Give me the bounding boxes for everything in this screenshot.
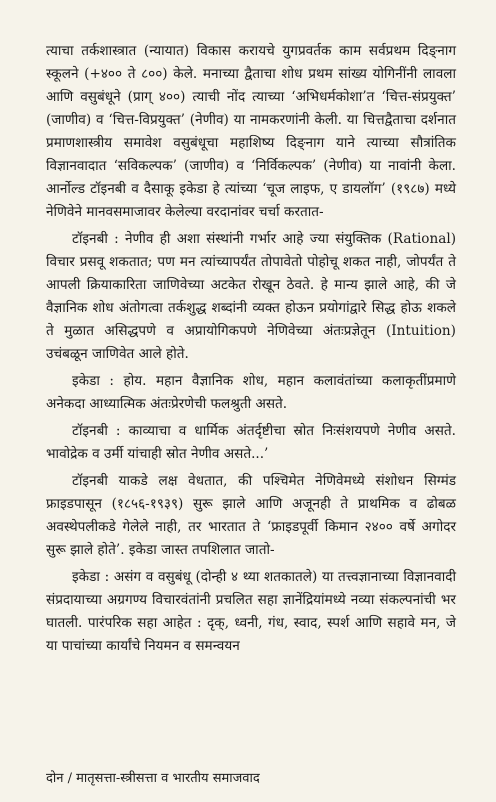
paragraph-toynbee-poetry: टॉइनबी : काव्याचा व धार्मिक अंतर्दृष्टीचा स्रोत निःसंशयपणे नेणीव असते. भावोद्रेक व उर्मी यांचाही स्रोत नेणीव असते...’ <box>46 423 456 462</box>
page-body <box>46 40 456 760</box>
paragraph-ikeda-senses: इकेडा : असंग व वसुबंधू (दोन्ही ४ थ्या शतकातले) या तत्त्वज्ञानाच्या विज्ञानवादी संप्रदायाच्या अग्रगण्य विचारवंतांनी प्रचलित सहा ज्ञानेंद्रियांमध्ये नव्या संकल्पनांची भर घातली. पारंपरिक सहा आहेत : दृक्, ध्वनी, गंध, स्वाद, स्पर्श आणि सहावे मन, जे या पाचांच्या कार्यांचे नियमन व समन्वयन <box>46 569 456 654</box>
paragraph-dignaga-dualism: त्याचा तर्कशास्त्रात (न्यायात) विकास करायचे युगप्रवर्तक काम सर्वप्रथम दिङ्नाग स्कूलने (+४०० ते ८००) केले. मनाच्या द्वैताचा शोध प्रथम सांख्य योगिनींनी लावला आणि वसुबंधूने (प्राग् ४००) त्याची नोंद त्याच्या ‘अभिधर्मकोशा’त ‘चित्त-संप्रयुक्त’ (जाणीव) व ‘चित्त-विप्रयुक्त’ (नेणीव) या नामकरणांनी केली. या चित्तद्वैताचा दर्शनात प्रमाणशास्त्रीय समावेश वसुबंधूचा महाशिष्य दिङ्नाग याने त्याच्या सौत्रांतिक विज्ञानवादात ‘सविकल्पक’ (जाणीव) व ‘निर्विकल्पक’ (नेणीव) या नावांनी केला. आर्नोल्ड टॉइनबी व दैसाकू इकेडा हे त्यांच्या ‘चूज लाइफ, ए डायलॉग’ (१९८७) मध्ये नेणिवेने मानवसमाजावर केलेल्या वरदानांवर चर्चा करतात- <box>46 43 456 220</box>
page-footer: दोन / मातृसत्ता-स्त्रीसत्ता व भारतीय समाजवाद <box>46 771 260 786</box>
paragraph-ikeda-reply: इकेडा : होय. महान वैज्ञानिक शोध, महान कलावंतांच्या कलाकृतींप्रमाणे अनेकदा आध्यात्मिक अंतःप्रेरणेची फलश्रुती असते. <box>46 373 456 412</box>
paragraph-toynbee-unconscious: टॉइनबी : नेणीव ही अशा संस्थांनी गर्भार आहे ज्या संयुक्तिक (Rational) विचार प्रसवू शकतात; पण मन त्यांच्यापर्यंत तोपावेतो पोहोचू शकत नाही, जोपर्यंत ते आपली क्रियाकारिता जाणिवेच्या अटकेत रोखून ठेवते. हे मान्य झाले आहे, की जे वैज्ञानिक शोध अंतोगत्वा तर्कशुद्ध शब्दांनी व्यक्त होऊन प्रयोगांद्वारे सिद्ध होऊ शकले ते मुळात असिद्धपणे व अप्रायोगिकपणे नेणिवेच्या अंतःप्रज्ञेतून (Intuition) उचंबळून जाणिवेत आले होते. <box>46 231 456 362</box>
paragraph-toynbee-freud: टॉइनबी याकडे लक्ष वेधतात, की पश्चिमेत नेणिवेमध्ये संशोधन सिग्मंड फ्राइडपासून (१८५६-१९३९) सुरू झाले आणि अजूनही ते प्राथमिक व ढोबळ अवस्थेपलीकडे गेलेले नाही, तर भारतात ते ‘फ्राइडपूर्वी किमान २४०० वर्षे अगोदर सुरू झाले होते’. इकेडा जास्त तपशिलात जातो- <box>46 473 456 558</box>
